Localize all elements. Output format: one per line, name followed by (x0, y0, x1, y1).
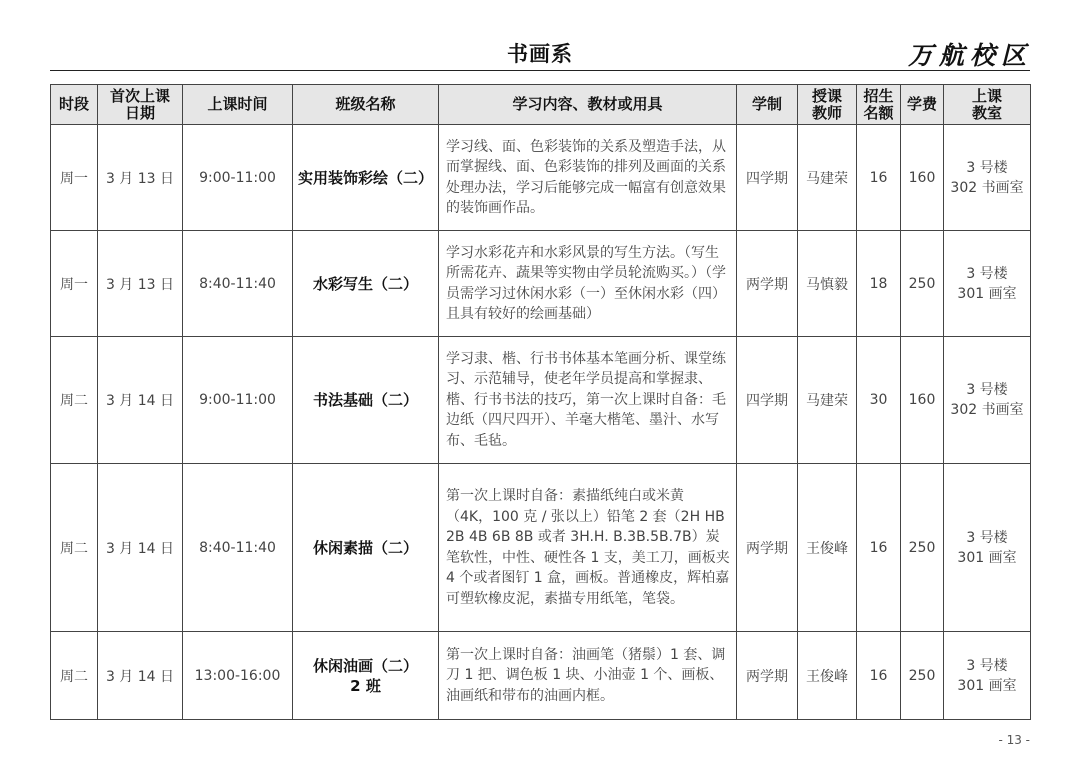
cell-quota: 30 (857, 337, 901, 464)
table-header-row (51, 85, 1031, 125)
cell-teacher: 马建荣 (798, 125, 857, 231)
cell-day: 周二 (51, 337, 98, 464)
cell-time: 8:40-11:40 (183, 231, 293, 337)
col-header-content: 学习内容、教材或用具 (439, 85, 737, 125)
page-number: - 13 - (998, 733, 1030, 747)
cell-content: 第一次上课时自备：油画笔（猪鬃）1 套、调刀 1 把、调色板 1 块、小油壶 1 个、画板、油画纸和带布的油画内框。 (439, 632, 737, 720)
cell-class-name: 实用装饰彩绘（二） (293, 125, 439, 231)
cell-term: 两学期 (737, 464, 798, 632)
col-header-quota: 招生 名额 (857, 85, 901, 125)
department-title: 书画系 (507, 42, 573, 66)
cell-class-name: 水彩写生（二） (293, 231, 439, 337)
col-header-day: 时段 (51, 85, 98, 125)
table-row (51, 125, 1031, 231)
header-rule (50, 70, 1030, 71)
cell-first-date: 3 月 14 日 (98, 632, 183, 720)
col-header-first-date: 首次上课 日期 (98, 85, 183, 125)
cell-day: 周二 (51, 632, 98, 720)
col-header-fee: 学费 (901, 85, 944, 125)
col-header-time: 上课时间 (183, 85, 293, 125)
cell-class-name: 休闲油画（二） 2 班 (293, 632, 439, 720)
campus-title: 万航校区 (907, 41, 1032, 70)
table-row (51, 464, 1031, 632)
cell-room: 3 号楼 301 画室 (944, 464, 1031, 632)
cell-fee: 250 (901, 231, 944, 337)
cell-day: 周一 (51, 231, 98, 337)
cell-day: 周二 (51, 464, 98, 632)
cell-term: 两学期 (737, 632, 798, 720)
cell-term: 四学期 (737, 125, 798, 231)
cell-time: 13:00-16:00 (183, 632, 293, 720)
cell-quota: 18 (857, 231, 901, 337)
cell-room: 3 号楼 302 书画室 (944, 125, 1031, 231)
cell-quota: 16 (857, 464, 901, 632)
cell-time: 9:00-11:00 (183, 337, 293, 464)
table-row (51, 337, 1031, 464)
cell-quota: 16 (857, 125, 901, 231)
cell-content: 学习线、面、色彩装饰的关系及塑造手法，从而掌握线、面、色彩装饰的排列及画面的关系处理办法，学习后能够完成一幅富有创意效果的装饰画作品。 (439, 125, 737, 231)
cell-room: 3 号楼 301 画室 (944, 632, 1031, 720)
course-schedule-table (50, 84, 1031, 720)
cell-first-date: 3 月 13 日 (98, 125, 183, 231)
cell-first-date: 3 月 14 日 (98, 464, 183, 632)
cell-teacher: 马建荣 (798, 337, 857, 464)
cell-teacher: 王俊峰 (798, 632, 857, 720)
cell-time: 9:00-11:00 (183, 125, 293, 231)
cell-fee: 160 (901, 337, 944, 464)
cell-day: 周一 (51, 125, 98, 231)
col-header-class-name: 班级名称 (293, 85, 439, 125)
cell-teacher: 王俊峰 (798, 464, 857, 632)
cell-content: 学习水彩花卉和水彩风景的写生方法。（写生所需花卉、蔬果等实物由学员轮流购买。）（学员需学习过休闲水彩（一）至休闲水彩（四）且具有较好的绘画基础） (439, 231, 737, 337)
cell-room: 3 号楼 302 书画室 (944, 337, 1031, 464)
cell-time: 8:40-11:40 (183, 464, 293, 632)
cell-term: 两学期 (737, 231, 798, 337)
cell-class-name: 书法基础（二） (293, 337, 439, 464)
cell-room: 3 号楼 301 画室 (944, 231, 1031, 337)
col-header-term: 学制 (737, 85, 798, 125)
cell-teacher: 马慎毅 (798, 231, 857, 337)
table-row (51, 231, 1031, 337)
cell-first-date: 3 月 13 日 (98, 231, 183, 337)
col-header-room: 上课 教室 (944, 85, 1031, 125)
cell-first-date: 3 月 14 日 (98, 337, 183, 464)
cell-fee: 250 (901, 632, 944, 720)
table-row (51, 632, 1031, 720)
col-header-teacher: 授课 教师 (798, 85, 857, 125)
cell-quota: 16 (857, 632, 901, 720)
cell-fee: 250 (901, 464, 944, 632)
cell-content: 第一次上课时自备：素描纸纯白或米黄（4K，100 克 / 张以上）铅笔 2 套（2H HB 2B 4B 6B 8B 或者 3H.H. B.3B.5B.7B）炭笔软性，中性、硬性各 1 支，美工刀，画板夹 4 个或者图钉 1 盒，画板。普通橡皮，辉柏嘉可塑软橡皮泥，素描专用纸笔，笔袋。 (439, 464, 737, 632)
cell-fee: 160 (901, 125, 944, 231)
cell-content: 学习隶、楷、行书书体基本笔画分析、课堂练习、示范辅导，使老年学员提高和掌握隶、楷、行书书法的技巧，第一次上课时自备：毛边纸（四尺四开）、羊毫大楷笔、墨汁、水写布、毛毡。 (439, 337, 737, 464)
cell-term: 四学期 (737, 337, 798, 464)
cell-class-name: 休闲素描（二） (293, 464, 439, 632)
